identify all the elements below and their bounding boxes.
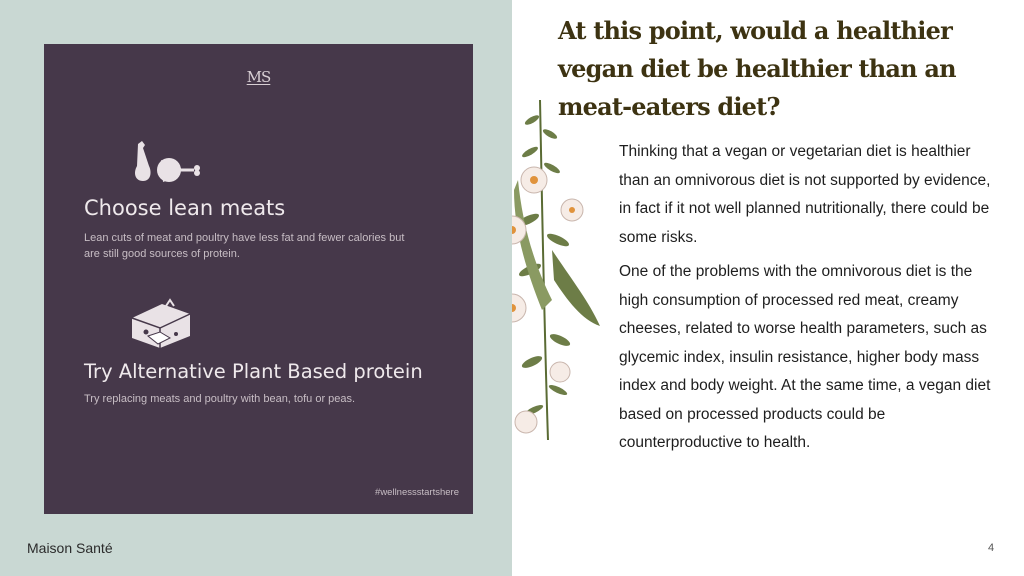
cheese-icon (126, 296, 198, 352)
section2-heading: Try Alternative Plant Based protein (84, 360, 423, 383)
meat-icon (128, 140, 208, 190)
hashtag: #wellnessstartshere (375, 487, 459, 498)
brand-name: Maison Santé (27, 540, 113, 556)
paragraph-1: Thinking that a vegan or vegetarian diet is healthier than an omnivorous diet is not supported by evidence, in fact if it not well planned nutritionally, there could be some risks. (619, 143, 991, 246)
body-text (619, 138, 1004, 464)
slide-title: At this point, would a healthier vegan diet be healthier than an meat-eaters diet? (558, 16, 956, 121)
infographic-card (44, 44, 473, 514)
section1-text: Lean cuts of meat and poultry have less fat and fewer calories but are still good sources of protein. (84, 232, 405, 260)
card-logo: MS (246, 68, 271, 86)
section2-text: Try replacing meats and poultry with bean, tofu or peas. (84, 393, 356, 405)
paragraph-2: One of the problems with the omnivorous diet is the high consumption of processed red meat, creamy cheeses, related to worse health parameters, such as glycemic index, insulin resistance, higher body mass index and body weight. At the same time, a vegan diet based on processed products could be counterproductive to health. (619, 263, 991, 451)
section1-heading: Choose lean meats (84, 196, 286, 220)
fern-flower-illustration (512, 100, 608, 440)
page-number: 4 (988, 542, 995, 554)
